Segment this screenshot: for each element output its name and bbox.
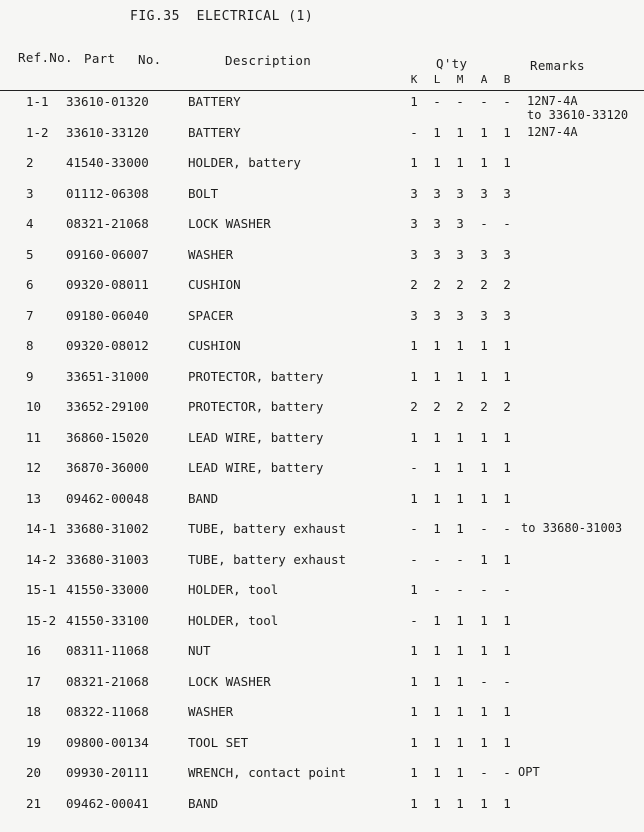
ref-number: 11 <box>26 429 42 445</box>
qty-m: 1 <box>456 612 464 628</box>
qty-l: 1 <box>433 643 441 658</box>
part-number: 33610-33120 <box>66 124 149 140</box>
part-number: 08322-11068 <box>66 704 149 719</box>
ref-number: 14-2 <box>26 551 57 567</box>
qty-a: 1 <box>480 490 488 506</box>
qty-b: 1 <box>503 368 511 384</box>
qty-a: - <box>480 216 488 231</box>
qty-k: 1 <box>410 582 418 597</box>
part-description: BAND <box>188 490 219 506</box>
qty-k: - <box>410 460 418 475</box>
qty-l: 1 <box>433 124 441 140</box>
qty-m: 1 <box>456 734 464 750</box>
qty-b: 3 <box>503 246 511 262</box>
qty-k: - <box>410 124 418 140</box>
ref-number: 15-2 <box>26 612 57 628</box>
qty-m: 2 <box>456 277 464 292</box>
qty-column-k: K <box>410 73 418 86</box>
qty-m: 1 <box>456 765 464 780</box>
qty-l: 3 <box>433 216 441 231</box>
ref-number: 17 <box>26 673 42 689</box>
part-description: CUSHION <box>188 338 241 353</box>
qty-k: 1 <box>410 429 418 445</box>
part-number: 08311-11068 <box>66 643 149 658</box>
part-number: 09160-06007 <box>66 246 149 262</box>
table-row <box>0 582 644 602</box>
table-row <box>0 125 644 145</box>
qty-a: 1 <box>480 338 488 353</box>
table-row <box>0 308 644 328</box>
qty-k: 2 <box>410 399 418 414</box>
table-row <box>0 277 644 297</box>
part-number: 09180-06040 <box>66 307 149 323</box>
qty-column-a: A <box>480 73 488 86</box>
table-row <box>0 735 644 755</box>
part-number: 41550-33100 <box>66 612 149 628</box>
qty-a: 1 <box>480 368 488 384</box>
qty-a: 1 <box>480 643 488 658</box>
part-description: BATTERY <box>188 94 241 109</box>
qty-l: 3 <box>433 185 441 201</box>
qty-l: 1 <box>433 490 441 506</box>
column-header-remarks: Remarks <box>530 58 585 73</box>
part-description: LEAD WIRE, battery <box>188 429 324 445</box>
remark-line: to 33680-31003 <box>521 521 623 535</box>
part-number: 33610-01320 <box>66 94 149 109</box>
qty-column-l: L <box>433 73 441 86</box>
table-row <box>0 338 644 358</box>
qty-a: 1 <box>480 460 488 475</box>
ref-number: 1-2 <box>26 124 49 140</box>
ref-number: 5 <box>26 246 34 262</box>
qty-m: 1 <box>456 460 464 475</box>
qty-l: 1 <box>433 460 441 475</box>
table-row <box>0 674 644 694</box>
qty-m: 1 <box>456 124 464 140</box>
table-row <box>0 491 644 511</box>
remark-line: OPT <box>518 765 540 779</box>
qty-a: - <box>480 582 488 597</box>
table-row <box>0 796 644 816</box>
qty-m: 1 <box>456 673 464 689</box>
qty-column-m: M <box>456 73 464 86</box>
ref-number: 8 <box>26 338 34 353</box>
part-description: NUT <box>188 643 211 658</box>
remark-line: to 33610-33120 <box>527 108 629 122</box>
qty-l: - <box>433 94 441 109</box>
table-row <box>0 369 644 389</box>
ref-number: 13 <box>26 490 42 506</box>
qty-k: 3 <box>410 307 418 323</box>
qty-a: - <box>480 94 488 109</box>
qty-k: 1 <box>410 643 418 658</box>
remark-line: 12N7-4A <box>527 124 578 139</box>
qty-l: - <box>433 582 441 597</box>
qty-b: 1 <box>503 551 511 567</box>
qty-b: 1 <box>503 612 511 628</box>
ref-number: 12 <box>26 460 42 475</box>
table-row <box>0 430 644 450</box>
part-number: 41540-33000 <box>66 155 149 170</box>
qty-b: 1 <box>503 429 511 445</box>
figure-name: ELECTRICAL (1) <box>196 9 314 24</box>
part-description: WRENCH, contact point <box>188 765 347 780</box>
qty-l: 2 <box>433 277 441 292</box>
qty-b: 2 <box>503 277 511 292</box>
part-number: 33652-29100 <box>66 399 149 414</box>
part-description: TUBE, battery exhaust <box>188 551 347 567</box>
part-description: LEAD WIRE, battery <box>188 460 324 475</box>
qty-k: - <box>410 521 418 536</box>
qty-m: 1 <box>456 368 464 384</box>
part-description: HOLDER, battery <box>188 155 301 170</box>
qty-m: 3 <box>456 216 464 231</box>
qty-k: - <box>410 612 418 628</box>
table-row <box>0 399 644 419</box>
remarks <box>527 94 628 122</box>
part-number: 33680-31002 <box>66 521 149 536</box>
qty-m: 1 <box>456 429 464 445</box>
qty-m: 2 <box>456 399 464 414</box>
qty-k: 1 <box>410 338 418 353</box>
part-description: TUBE, battery exhaust <box>188 521 347 536</box>
part-number: 09930-20111 <box>66 765 149 780</box>
qty-a: 3 <box>480 246 488 262</box>
qty-a: 1 <box>480 704 488 719</box>
qty-l: 3 <box>433 307 441 323</box>
ref-number: 1-1 <box>26 94 49 109</box>
ref-number: 10 <box>26 399 42 414</box>
part-description: BOLT <box>188 185 219 201</box>
qty-a: - <box>480 765 488 780</box>
ref-number: 3 <box>26 185 34 201</box>
qty-b: 1 <box>503 734 511 750</box>
part-number: 36870-36000 <box>66 460 149 475</box>
qty-m: 1 <box>456 490 464 506</box>
qty-b: 3 <box>503 185 511 201</box>
qty-m: 1 <box>456 338 464 353</box>
qty-l: 1 <box>433 368 441 384</box>
qty-b: - <box>503 582 511 597</box>
qty-k: 2 <box>410 277 418 292</box>
qty-l: 2 <box>433 399 441 414</box>
qty-a: 1 <box>480 124 488 140</box>
qty-k: 1 <box>410 673 418 689</box>
part-description: TOOL SET <box>188 734 249 750</box>
ref-number: 14-1 <box>26 521 57 536</box>
qty-m: 3 <box>456 246 464 262</box>
part-number: 09320-08012 <box>66 338 149 353</box>
table-row <box>0 186 644 206</box>
qty-a: 1 <box>480 612 488 628</box>
table-row <box>0 94 644 122</box>
qty-a: 3 <box>480 185 488 201</box>
part-description: BATTERY <box>188 124 241 140</box>
remarks <box>521 521 622 535</box>
qty-column-b: B <box>503 73 511 86</box>
part-description: WASHER <box>188 704 234 719</box>
qty-l: 1 <box>433 734 441 750</box>
qty-b: 1 <box>503 704 511 719</box>
qty-a: 1 <box>480 551 488 567</box>
qty-m: 1 <box>456 521 464 536</box>
table-row <box>0 155 644 175</box>
qty-k: 3 <box>410 246 418 262</box>
table-row <box>0 613 644 633</box>
part-description: WASHER <box>188 246 234 262</box>
qty-l: - <box>433 551 441 567</box>
qty-m: 1 <box>456 155 464 170</box>
qty-m: 1 <box>456 795 464 811</box>
qty-b: - <box>503 94 511 109</box>
ref-number: 18 <box>26 704 42 719</box>
qty-m: - <box>456 94 464 109</box>
ref-number: 16 <box>26 643 42 658</box>
qty-b: - <box>503 765 511 780</box>
qty-k: 1 <box>410 734 418 750</box>
qty-b: 1 <box>503 338 511 353</box>
part-description: LOCK WASHER <box>188 673 271 689</box>
qty-column-letters <box>0 73 644 87</box>
qty-b: 2 <box>503 399 511 414</box>
part-description: CUSHION <box>188 277 241 292</box>
qty-b: 1 <box>503 155 511 170</box>
qty-l: 1 <box>433 765 441 780</box>
qty-a: 1 <box>480 155 488 170</box>
qty-b: 1 <box>503 795 511 811</box>
figure-number: FIG.35 <box>130 9 180 24</box>
table-row <box>0 216 644 236</box>
qty-a: 2 <box>480 277 488 292</box>
column-header-description: Description <box>225 53 312 68</box>
ref-number: 2 <box>26 155 34 170</box>
part-number: 33680-31003 <box>66 551 149 567</box>
qty-m: 3 <box>456 185 464 201</box>
part-description: LOCK WASHER <box>188 216 271 231</box>
remark-line: 12N7-4A <box>527 94 578 108</box>
part-description: PROTECTOR, battery <box>188 399 324 414</box>
qty-m: 3 <box>456 307 464 323</box>
ref-number: 6 <box>26 277 34 292</box>
table-row <box>0 521 644 541</box>
qty-k: 1 <box>410 155 418 170</box>
qty-k: 1 <box>410 368 418 384</box>
qty-b: 3 <box>503 307 511 323</box>
part-number: 08321-21068 <box>66 673 149 689</box>
part-description: SPACER <box>188 307 234 323</box>
table-row <box>0 765 644 785</box>
part-number: 36860-15020 <box>66 429 149 445</box>
qty-m: - <box>456 551 464 567</box>
table-row <box>0 643 644 663</box>
ref-number: 19 <box>26 734 42 750</box>
qty-m: - <box>456 582 464 597</box>
part-number: 33651-31000 <box>66 368 149 384</box>
qty-l: 1 <box>433 155 441 170</box>
qty-a: 1 <box>480 795 488 811</box>
qty-l: 1 <box>433 429 441 445</box>
qty-k: 3 <box>410 216 418 231</box>
qty-b: - <box>503 673 511 689</box>
part-number: 41550-33000 <box>66 582 149 597</box>
qty-l: 1 <box>433 704 441 719</box>
qty-b: 1 <box>503 124 511 140</box>
qty-b: 1 <box>503 643 511 658</box>
qty-a: - <box>480 521 488 536</box>
qty-k: 1 <box>410 795 418 811</box>
qty-m: 1 <box>456 704 464 719</box>
column-header-qty: Q'ty <box>436 56 468 71</box>
table-row <box>0 704 644 724</box>
remarks <box>518 765 540 779</box>
part-number: 09320-08011 <box>66 277 149 292</box>
ref-number: 7 <box>26 307 34 323</box>
qty-a: - <box>480 673 488 689</box>
qty-l: 1 <box>433 521 441 536</box>
qty-k: 3 <box>410 185 418 201</box>
qty-b: 1 <box>503 460 511 475</box>
qty-a: 1 <box>480 734 488 750</box>
part-description: HOLDER, tool <box>188 612 279 628</box>
qty-b: - <box>503 216 511 231</box>
qty-b: - <box>503 521 511 536</box>
table-row <box>0 552 644 572</box>
qty-m: 1 <box>456 643 464 658</box>
column-header-no: No. <box>138 52 162 67</box>
qty-a: 1 <box>480 429 488 445</box>
ref-number: 21 <box>26 795 42 811</box>
table-row <box>0 460 644 480</box>
qty-a: 2 <box>480 399 488 414</box>
ref-number: 9 <box>26 368 34 384</box>
part-number: 09462-00041 <box>66 795 149 811</box>
column-header-ref-no: Ref.No. <box>18 50 73 65</box>
qty-k: - <box>410 551 418 567</box>
ref-number: 20 <box>26 765 42 780</box>
qty-l: 1 <box>433 795 441 811</box>
header-rule <box>0 90 644 91</box>
qty-l: 1 <box>433 673 441 689</box>
part-number: 09462-00048 <box>66 490 149 506</box>
ref-number: 4 <box>26 216 34 231</box>
figure-title <box>130 9 313 24</box>
part-number: 08321-21068 <box>66 216 149 231</box>
remarks <box>527 125 578 139</box>
qty-l: 3 <box>433 246 441 262</box>
part-description: BAND <box>188 795 219 811</box>
qty-k: 1 <box>410 490 418 506</box>
qty-l: 1 <box>433 612 441 628</box>
qty-k: 1 <box>410 704 418 719</box>
table-row <box>0 247 644 267</box>
ref-number: 15-1 <box>26 582 57 597</box>
qty-k: 1 <box>410 765 418 780</box>
column-header-part: Part <box>84 51 116 66</box>
qty-a: 3 <box>480 307 488 323</box>
part-number: 01112-06308 <box>66 185 149 201</box>
qty-b: 1 <box>503 490 511 506</box>
part-number: 09800-00134 <box>66 734 149 750</box>
qty-l: 1 <box>433 338 441 353</box>
part-description: PROTECTOR, battery <box>188 368 324 384</box>
qty-k: 1 <box>410 94 418 109</box>
part-description: HOLDER, tool <box>188 582 279 597</box>
